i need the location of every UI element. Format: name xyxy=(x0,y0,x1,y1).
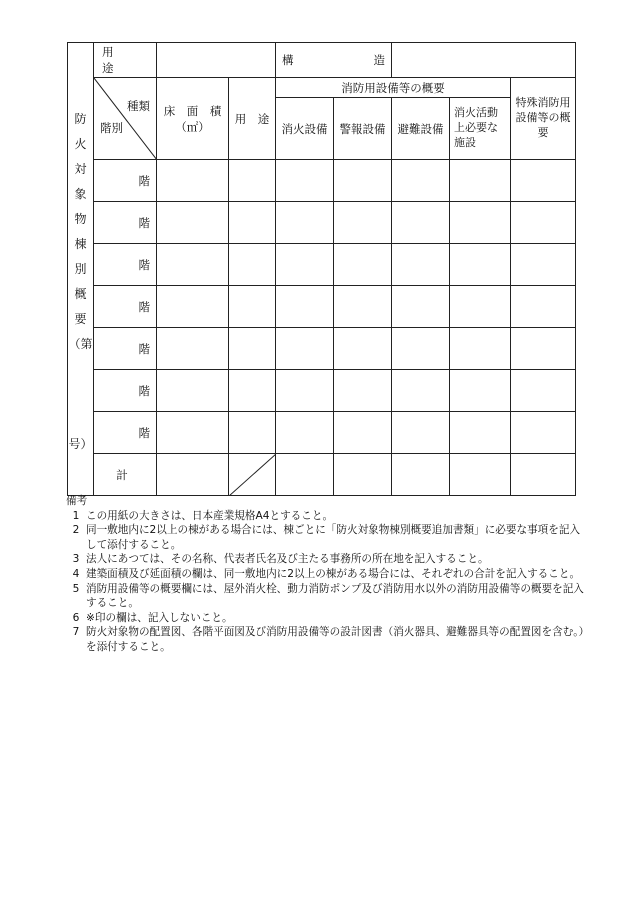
firefighting-label: 消火活動上必要な施設 xyxy=(454,106,498,149)
floor-row xyxy=(68,160,576,202)
cell[interactable] xyxy=(450,160,511,202)
cell[interactable] xyxy=(450,328,511,370)
note-number: 6 xyxy=(72,611,80,624)
floor-cell: 階 xyxy=(94,328,157,370)
side-title-char: 防 xyxy=(74,112,87,126)
cell[interactable] xyxy=(450,454,511,496)
cell[interactable] xyxy=(229,202,276,244)
note-number: 7 xyxy=(72,626,80,639)
total-area-cell[interactable] xyxy=(157,454,229,496)
cell[interactable] xyxy=(511,286,576,328)
side-title-char xyxy=(68,413,93,438)
cell[interactable] xyxy=(157,370,229,412)
total-row xyxy=(68,454,576,496)
cell[interactable] xyxy=(229,244,276,286)
note-item xyxy=(66,625,586,654)
cell[interactable] xyxy=(511,244,576,286)
cell[interactable] xyxy=(511,202,576,244)
side-title-char: 象 xyxy=(74,187,87,201)
cell[interactable] xyxy=(392,202,450,244)
note-text: 同一敷地内に2以上の棟がある場合には、棟ごとに「防火対象物棟別概要追加書類」に必要な事項を記入して添付すること。 xyxy=(86,524,581,551)
cell[interactable] xyxy=(450,370,511,412)
cell[interactable] xyxy=(392,454,450,496)
cell[interactable] xyxy=(229,160,276,202)
cell[interactable] xyxy=(334,412,392,454)
fire-equipment-group-header: 消防用設備等の概要 xyxy=(276,78,511,98)
note-text: この用紙の大きさは、日本産業規格A4とすること。 xyxy=(86,509,334,522)
side-title-char xyxy=(68,388,93,413)
note-text: ※印の欄は、記入しないこと。 xyxy=(86,611,233,624)
note-item xyxy=(66,582,586,611)
cell[interactable] xyxy=(157,412,229,454)
cell[interactable] xyxy=(229,328,276,370)
floor-row xyxy=(68,412,576,454)
cell[interactable] xyxy=(276,412,334,454)
note-number: 3 xyxy=(72,553,80,566)
cell[interactable] xyxy=(157,160,229,202)
side-title-char: 物 xyxy=(74,212,87,226)
cell[interactable] xyxy=(450,286,511,328)
cell[interactable] xyxy=(334,244,392,286)
notes-title: 備考 xyxy=(66,495,88,507)
notes-section xyxy=(66,494,586,655)
cell[interactable] xyxy=(392,412,450,454)
cell[interactable] xyxy=(157,244,229,286)
floor-cell: 階 xyxy=(94,202,157,244)
cell[interactable] xyxy=(334,328,392,370)
cell[interactable] xyxy=(157,202,229,244)
cell[interactable] xyxy=(157,286,229,328)
cell[interactable] xyxy=(276,286,334,328)
cell[interactable] xyxy=(334,160,392,202)
usage-label: 用 途 xyxy=(94,43,157,78)
cell[interactable] xyxy=(334,454,392,496)
floor-row xyxy=(68,370,576,412)
cell[interactable] xyxy=(511,412,576,454)
floor-area-label: 床 面 積 xyxy=(163,103,222,118)
cell[interactable] xyxy=(511,370,576,412)
cell[interactable] xyxy=(392,244,450,286)
cell[interactable] xyxy=(392,328,450,370)
cell[interactable] xyxy=(392,160,450,202)
cell[interactable] xyxy=(450,244,511,286)
cell[interactable] xyxy=(276,328,334,370)
note-number: 2 xyxy=(72,524,80,537)
note-item xyxy=(66,552,586,567)
alarm-header: 警報設備 xyxy=(334,98,392,160)
total-label: 計 xyxy=(94,454,157,496)
side-title-char: 棟 xyxy=(74,237,87,251)
cell[interactable] xyxy=(392,286,450,328)
cell[interactable] xyxy=(334,202,392,244)
note-text: 防火対象物の配置図、各階平面図及び消防用設備等の設計図書（消火器具、避難器具等の配置図を含む。）を添付すること。 xyxy=(86,626,584,653)
special-equipment-label: 特殊消防用設備等の概要 xyxy=(515,96,571,139)
cell[interactable] xyxy=(450,202,511,244)
structure-label-b: 造 xyxy=(373,53,385,67)
note-text: 消防用設備等の概要欄には、屋外消火栓、動力消防ポンプ及び消防用水以外の消防用設備等の概要を記入すること。 xyxy=(86,582,584,610)
floor-row xyxy=(68,328,576,370)
cell[interactable] xyxy=(276,202,334,244)
floor-row xyxy=(68,244,576,286)
cell[interactable] xyxy=(450,412,511,454)
cell[interactable] xyxy=(276,244,334,286)
diagonal-line xyxy=(94,78,157,160)
cell[interactable] xyxy=(276,454,334,496)
side-title-char: 別 xyxy=(74,262,87,276)
cell[interactable] xyxy=(392,370,450,412)
cell[interactable] xyxy=(229,370,276,412)
side-title-char xyxy=(68,363,93,388)
floor-cell: 階 xyxy=(94,286,157,328)
evacuation-header: 避難設備 xyxy=(392,98,450,160)
note-item xyxy=(66,611,586,626)
cell[interactable] xyxy=(511,454,576,496)
cell[interactable] xyxy=(511,328,576,370)
note-number: 1 xyxy=(72,509,80,522)
side-title-char: 概 xyxy=(74,287,87,301)
cell[interactable] xyxy=(229,412,276,454)
floor-row xyxy=(68,286,576,328)
note-item xyxy=(66,523,586,552)
type-floor-header xyxy=(94,78,157,160)
structure-label xyxy=(276,43,392,78)
cell[interactable] xyxy=(334,370,392,412)
cell[interactable] xyxy=(157,328,229,370)
floor-area-header xyxy=(157,78,229,160)
cell[interactable] xyxy=(511,160,576,202)
extinguishing-header: 消火設備 xyxy=(276,98,334,160)
floor-label: 階別 xyxy=(100,121,123,135)
building-summary-table xyxy=(67,42,576,496)
firefighting-header xyxy=(450,98,511,160)
floor-cell: 階 xyxy=(94,370,157,412)
structure-label-a: 構 xyxy=(282,53,294,67)
floor-cell: 階 xyxy=(94,412,157,454)
cell[interactable] xyxy=(276,160,334,202)
floor-cell: 階 xyxy=(94,160,157,202)
usage-value[interactable] xyxy=(157,43,276,78)
side-title-char: 要 xyxy=(74,312,87,326)
floor-row xyxy=(68,202,576,244)
type-label: 種類 xyxy=(127,99,150,113)
note-text: 建築面積及び延面積の欄は、同一敷地内に2以上の棟がある場合には、それぞれの合計を記入すること。 xyxy=(86,567,581,580)
side-title-char: 火 xyxy=(74,137,87,151)
cell[interactable] xyxy=(229,286,276,328)
cell[interactable] xyxy=(276,370,334,412)
total-use-cell xyxy=(229,454,276,496)
note-item xyxy=(66,567,586,582)
side-title-char: （第 xyxy=(68,337,93,351)
note-item xyxy=(66,509,586,524)
floor-area-unit: （㎡） xyxy=(175,119,210,134)
floor-cell: 階 xyxy=(94,244,157,286)
use-header: 用 途 xyxy=(229,78,276,160)
structure-value[interactable] xyxy=(392,43,576,78)
side-title-char: 号） xyxy=(68,437,93,451)
side-title-char: 対 xyxy=(74,162,87,176)
diagonal-line xyxy=(229,454,276,496)
special-equipment-header xyxy=(511,78,576,160)
note-number: 5 xyxy=(72,582,80,595)
cell[interactable] xyxy=(334,286,392,328)
note-text: 法人にあつては、その名称、代表者氏名及び主たる事務所の所在地を記入すること。 xyxy=(86,553,489,566)
note-number: 4 xyxy=(72,567,80,580)
side-title xyxy=(68,43,94,496)
